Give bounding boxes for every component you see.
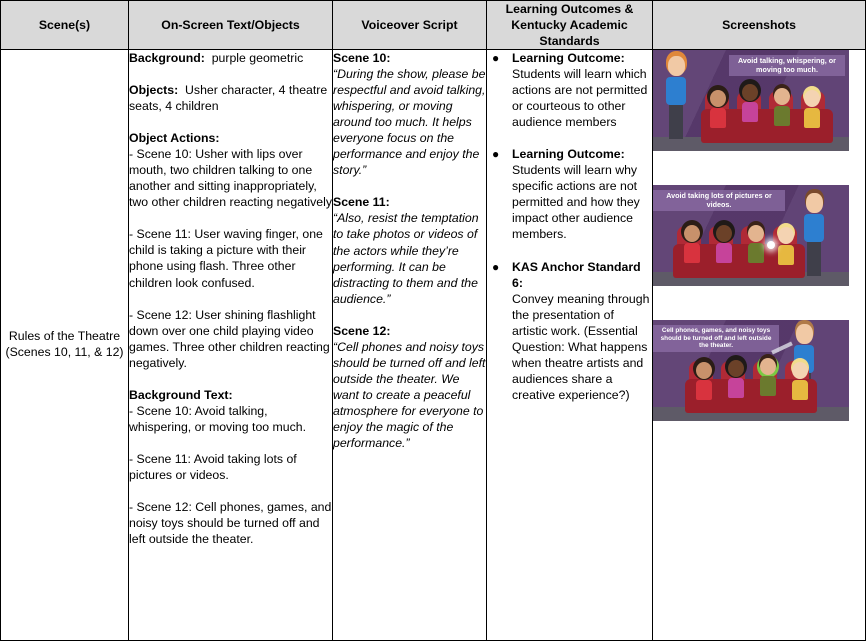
voiceover-scene-11 (333, 194, 486, 306)
child-figure (683, 225, 701, 263)
screenshots-cell (653, 50, 866, 641)
voiceover-scene-10 (333, 50, 486, 178)
scene-title: Rules of the Theatre (8, 329, 121, 343)
voiceover-quote: “During the show, please be respectful and avoid talking, whispering, or moving around too much. It helps everyone focus on the performance and enjoy the story.” (333, 67, 486, 178)
bullet-icon: ● (492, 147, 500, 162)
voiceover-quote: “Cell phones and noisy toys should be turned off and left outside the theater. We want to create a peaceful atmosphere for everyone to enjoy the magic of the performance.” (333, 339, 486, 451)
bg-text-item: - Scene 11: Avoid taking lots of pictures or videos. (129, 451, 297, 482)
voiceover-label: Scene 10: (333, 51, 391, 65)
action-item: - Scene 11: User waving finger, one child is taking a picture with their phone using flash. Three other children look confused. (129, 227, 323, 290)
header-row (1, 1, 866, 50)
background-field (129, 50, 332, 66)
on-screen-cell (129, 50, 333, 641)
child-figure (777, 227, 795, 265)
child-figure (695, 362, 713, 400)
objects-value: Usher character, 4 theatre seats, 4 children (129, 83, 328, 114)
header-learning-outcomes: Learning Outcomes & Kentucky Academic Standards (487, 1, 653, 50)
learning-outcomes-cell (487, 50, 653, 641)
screenshot-scene-12 (653, 320, 849, 421)
bullet-icon: ● (492, 51, 500, 65)
screenshot-scene-11 (653, 185, 849, 286)
object-actions-label: Object Actions: (129, 131, 220, 146)
standard-label: KAS Anchor Standard 6: (512, 259, 641, 290)
camera-flash-icon (767, 241, 775, 249)
objects-label: Objects: (129, 83, 179, 98)
child-figure (747, 225, 765, 263)
screenshot-caption: Avoid talking, whispering, or moving too much. (729, 55, 845, 76)
child-figure (803, 90, 821, 128)
background-text-field (129, 387, 332, 547)
child-figure (791, 362, 809, 400)
outcome-text: Students will learn which actions are not permitted or courteous to other audience members (512, 67, 648, 130)
screenshot-caption: Avoid taking lots of pictures or videos. (653, 190, 785, 211)
header-screenshots: Screenshots (653, 1, 866, 50)
action-item: - Scene 10: Usher with lips over mouth, two children talking to one another and sitting inappropriately, two other children reacting negatively (129, 147, 333, 210)
standard-item (487, 259, 652, 403)
voiceover-label: Scene 12: (333, 323, 391, 338)
objects-field (129, 82, 332, 114)
child-figure (759, 358, 777, 396)
standard-text: Convey meaning through the presentation of artistic work. (Essential Question: What happens when theatre artists and audiences share a creative experience?) (512, 291, 650, 402)
usher-figure (803, 193, 825, 276)
voiceover-cell (333, 50, 487, 641)
header-voiceover: Voiceover Script (333, 1, 487, 50)
child-figure (741, 84, 759, 122)
object-actions-field (129, 130, 332, 371)
child-figure (709, 90, 727, 128)
outcome-label: Learning Outcome: (512, 147, 625, 162)
bg-text-item: - Scene 12: Cell phones, games, and noisy toys should be turned off and left outside the theater. (129, 499, 332, 547)
outcome-item (487, 50, 652, 130)
screenshot-caption: Cell phones, games, and noisy toys should be turned off and left outside the theater. (653, 325, 779, 352)
table-row (1, 50, 866, 641)
child-figure (773, 88, 791, 126)
child-figure (727, 360, 745, 398)
voiceover-scene-12 (333, 323, 486, 451)
screenshot-scene-10 (653, 50, 849, 151)
child-figure (715, 225, 733, 263)
bullet-icon: ● (492, 259, 500, 274)
header-scenes: Scene(s) (1, 1, 129, 50)
outcome-label: Learning Outcome: (512, 51, 625, 65)
voiceover-label: Scene 11: (333, 195, 390, 210)
usher-figure (665, 56, 687, 139)
background-text-label: Background Text: (129, 387, 233, 402)
action-item: - Scene 12: User shining flashlight down over one child playing video games. Three other children reacting negatively. (129, 307, 330, 370)
scene-numbers: (Scenes 10, 11, & 12) (5, 345, 124, 359)
header-on-screen: On-Screen Text/Objects (129, 1, 333, 50)
outcome-item (487, 146, 652, 242)
background-value: purple geometric (211, 51, 304, 65)
bg-text-item: - Scene 10: Avoid talking, whispering, or moving too much. (129, 403, 307, 434)
voiceover-quote: “Also, resist the temptation to take photos or videos of the actors while they’re performing. It can be distracting to them and the audience.” (333, 211, 479, 306)
background-label: Background: (129, 51, 205, 65)
scene-cell (1, 50, 129, 641)
outcome-text: Students will learn why specific actions are not permitted and how they impact other audience members. (512, 163, 640, 242)
